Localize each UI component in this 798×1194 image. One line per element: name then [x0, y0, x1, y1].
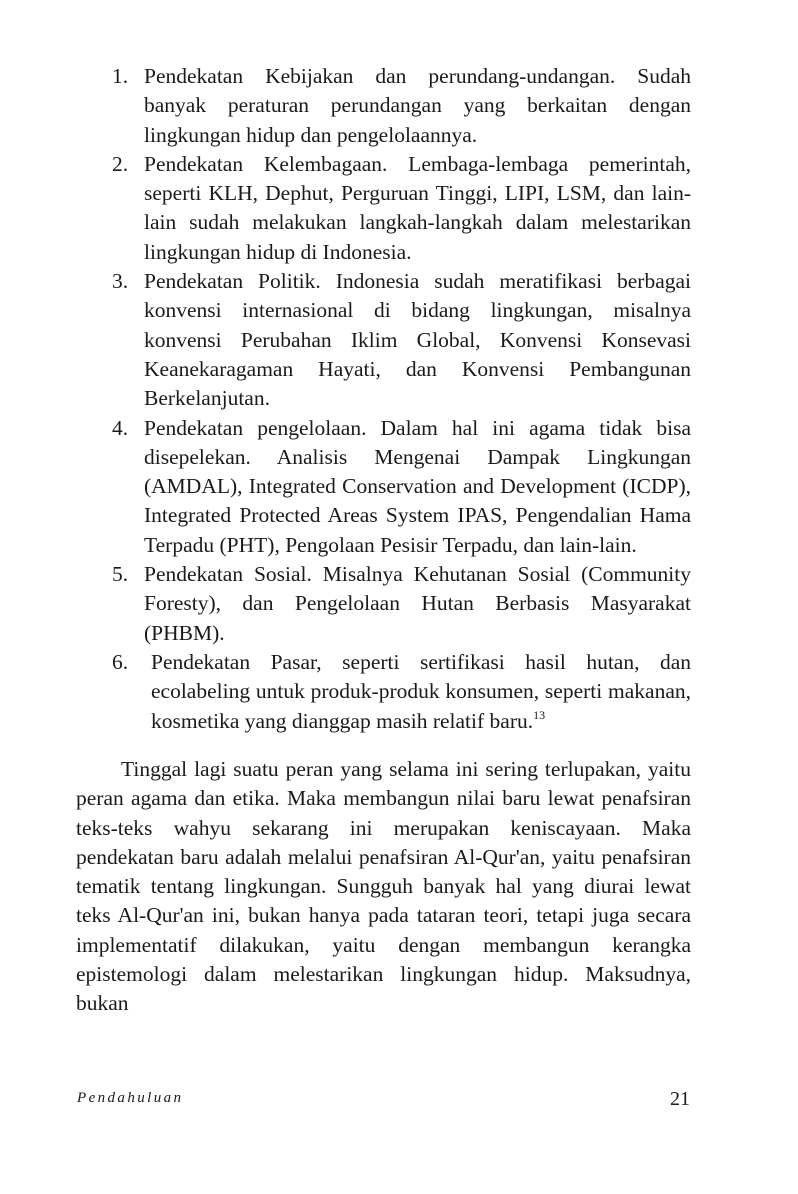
list-item — [108, 560, 691, 648]
list-item-text: Pendekatan Sosial. Misalnya Kehutanan Sosial (Community Foresty), dan Pengelolaan Hutan Berbasis Masyarakat (PHBM). — [144, 562, 691, 645]
page-number: 21 — [670, 1088, 690, 1110]
running-footer-title: Pendahuluan — [77, 1090, 184, 1106]
list-item — [108, 648, 691, 736]
list-item-text: Pendekatan Kelembagaan. Lembaga-lembaga pemerintah, seperti KLH, Dephut, Perguruan Tinggi, LIPI, LSM, dan lain-lain sudah melakukan langkah-langkah dalam melestarikan lingkungan hidup di Indonesia. — [144, 151, 691, 264]
numbered-list — [108, 62, 691, 736]
list-item — [108, 150, 691, 267]
list-item-text: Pendekatan Kebijakan dan perundang-undangan. Sudah banyak peraturan perundangan yang berkaitan dengan lingkungan hidup dan pengelolaannya. — [144, 64, 691, 147]
list-item — [108, 414, 691, 560]
list-item-text: Pendekatan Politik. Indonesia sudah meratifikasi berbagai konvensi internasional di bidang lingkungan, misalnya konvensi Perubahan Iklim Global, Konvensi Konsevasi Keanekaragaman Hayati, dan Konvensi Pembangunan Berkelanjutan. — [144, 269, 691, 411]
body-paragraph: Tinggal lagi suatu peran yang selama ini sering terlupakan, yaitu peran agama dan etika. Maka membangun nilai baru lewat penafsiran teks-teks wahyu sekarang ini merupakan keniscayaan. Maka pendekatan baru adalah melalui penafsiran Al-Qur'an, yaitu penafsiran tematik tentang lingkungan. Sungguh banyak hal yang diurai lewat teks Al-Qur'an ini, bukan hanya pada tataran teori, tetapi juga secara implementatif dilakukan, yaitu dengan membangun kerangka epistemologi dalam melestarikan lingkungan hidup. Maksudnya, bukan — [76, 757, 691, 1016]
list-item-number: 6. — [112, 649, 129, 674]
footnote-reference: 13 — [533, 707, 546, 722]
list-item-number: 3. — [112, 269, 129, 294]
list-item-number: 5. — [112, 562, 129, 587]
list-item-number: 1. — [112, 64, 129, 88]
list-item-text: Pendekatan pengelolaan. Dalam hal ini agama tidak bisa disepelekan. Analisis Mengenai Dampak Lingkungan (AMDAL), Integrated Conservation and Development (ICDP), Integrated Protected Areas System IPAS, Pengendalian Hama Terpadu (PHT), Pengolaan Pesisir Terpadu, dan lain-lain. — [144, 415, 691, 557]
list-item — [108, 267, 691, 413]
list-item-number: 4. — [112, 415, 129, 440]
list-item-text: Pendekatan Pasar, seperti sertifikasi hasil hutan, dan ecolabeling untuk produk-produk konsumen, seperti makanan, kosmetika yang dianggap masih relatif baru. — [151, 649, 691, 733]
list-item — [108, 62, 691, 150]
list-item-number: 2. — [112, 151, 129, 176]
